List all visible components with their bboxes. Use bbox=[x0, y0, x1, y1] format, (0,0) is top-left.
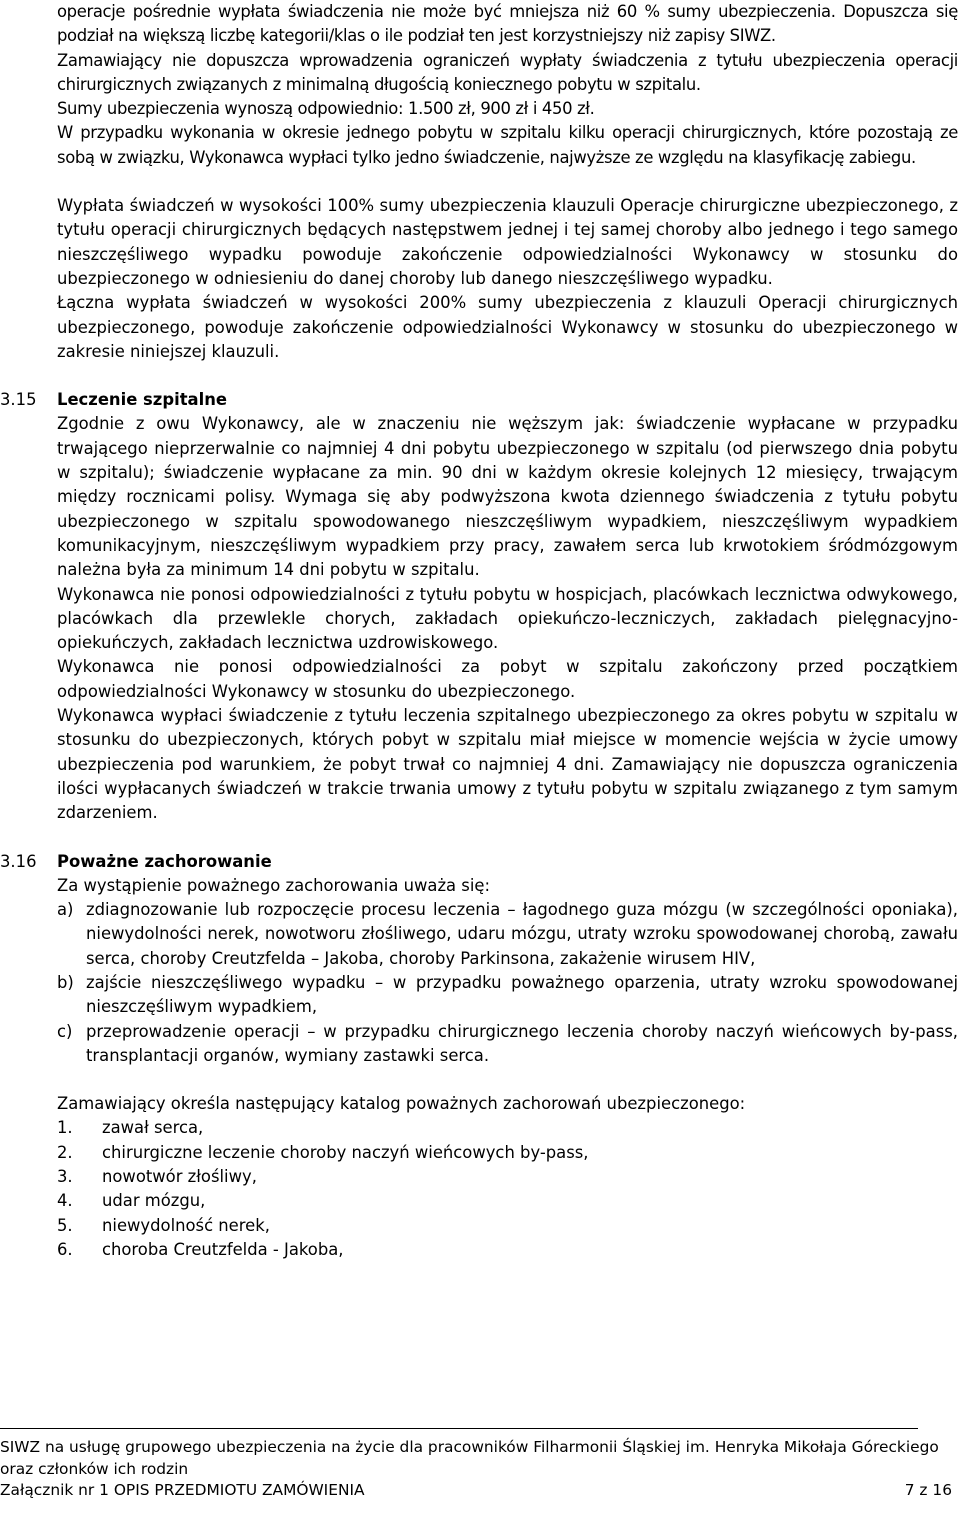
condition-list bbox=[57, 898, 958, 1068]
list-item bbox=[57, 1214, 958, 1238]
section-title: Poważne zachorowanie bbox=[57, 851, 272, 871]
list-item-text: nowotwór złośliwy, bbox=[102, 1167, 257, 1187]
list-marker: 5. bbox=[57, 1215, 73, 1235]
paragraph: operacje pośrednie wypłata świadczenia nie może być mniejsza niż 60 % sumy ubezpieczenia. Dopuszcza się podział na większą liczbę kategorii/klas o ile podział ten jest korzystniejszy niż zapisy SIWZ. bbox=[57, 2, 958, 46]
section-number: 3.16 bbox=[0, 851, 37, 871]
paragraph: Wykonawca nie ponosi odpowiedzialności za pobyt w szpitalu zakończony przed początkiem odpowiedzialności Wykonawcy w stosunku do ubezpieczonego. bbox=[57, 657, 958, 701]
list-item-text: choroba Creutzfelda - Jakoba, bbox=[102, 1239, 344, 1259]
list-item bbox=[57, 1165, 958, 1189]
paragraph: Wykonawca wypłaci świadczenie z tytułu leczenia szpitalnego ubezpieczonego za okres pobytu w szpitalu w stosunku do ubezpieczonych, których pobyt w szpitalu miał miejsce w momencie wejścia w życie umowy ubezpieczenia pod warunkiem, że pobyt trwał co najmniej 4 dni. Zamawiający nie dopuszcza ograniczenia ilości wypłacanych świadczeń w trakcie trwania umowy z tytułu pobytu w szpitalu związanego z tym samym zdarzeniem. bbox=[57, 706, 958, 823]
paragraph: Zamawiający określa następujący katalog poważnych zachorowań ubezpieczonego: bbox=[57, 1094, 746, 1114]
footer-attachment: Załącznik nr 1 OPIS PRZEDMIOTU ZAMÓWIENIA bbox=[0, 1481, 365, 1500]
list-item-text: niewydolność nerek, bbox=[102, 1215, 270, 1235]
paragraph: Łączna wypłata świadczeń w wysokości 200% sumy ubezpieczenia z klauzuli Operacji chirurgicznych ubezpieczonego, powoduje zakończenie odpowiedzialności Wykonawcy w stosunku do ubezpieczonego w zakresie niniejszej klauzuli. bbox=[57, 293, 958, 361]
spacer bbox=[57, 364, 958, 388]
list-item-text: zawał serca, bbox=[102, 1118, 204, 1138]
paragraph: Wypłata świadczeń w wysokości 100% sumy ubezpieczenia klauzuli Operacje chirurgiczne ubezpieczonego, z tytułu operacji chirurgicznych będących następstwem jednej i tej samej choroby albo jednego i tego samego nieszczęśliwego wypadku powoduje zakończenie odpowiedzialności Wykonawcy w stosunku do ubezpieczonego w odniesieniu do danej choroby lub danego nieszczęśliwego wypadku. bbox=[57, 196, 958, 288]
list-item bbox=[57, 971, 958, 1020]
paragraph: Sumy ubezpieczenia wynoszą odpowiednio: 1.500 zł, 900 zł i 450 zł. bbox=[57, 99, 595, 119]
paragraph: Za wystąpienie poważnego zachorowania uważa się: bbox=[57, 875, 490, 895]
paragraph: Zgodnie z owu Wykonawcy, ale w znaczeniu nie węższym jak: świadczenie wypłacane w przypadku trwającego nieprzerwalnie co najmniej 4 dni pobytu ubezpieczonego w szpitalu (od pierwszego dnia pobytu w szpitalu); świadczenie wypłacane za min. 90 dni w każdym okresie kolejnych 12 miesięcy, trwającym między rocznicami polisy. Wymaga się aby podwyższona kwota dziennego świadczenia z tytułu pobytu ubezpieczonego w szpitalu spowodowanego nieszczęśliwym wypadkiem, nieszczęśliwym wypadkiem komunikacyjnym, nieszczęśliwym wypadkiem przy pracy, zawałem serca lub krwotokiem śródmózgowym należna była za minimum 14 dni pobytu w szpitalu. bbox=[57, 414, 958, 580]
list-item bbox=[57, 1189, 958, 1213]
list-marker: b) bbox=[57, 972, 74, 992]
list-item bbox=[57, 1020, 958, 1069]
list-marker: c) bbox=[57, 1021, 73, 1041]
section-number: 3.15 bbox=[0, 390, 37, 410]
spacer bbox=[57, 826, 958, 850]
paragraph: Wykonawca nie ponosi odpowiedzialności z tytułu pobytu w hospicjach, placówkach lecznictwa odwykowego, placówkach dla przewlekle chorych, zakładach opiekuńczo-leczniczych, zakładach pielęgnacyjno-opiekuńczych, zakładach lecznictwa uzdrowiskowego. bbox=[57, 584, 958, 653]
page-footer bbox=[0, 1425, 960, 1502]
list-marker: 2. bbox=[57, 1142, 73, 1162]
list-marker: 1. bbox=[57, 1118, 73, 1138]
list-marker: a) bbox=[57, 900, 74, 920]
list-item bbox=[57, 898, 958, 971]
footer-row bbox=[0, 1480, 960, 1502]
section-heading bbox=[0, 850, 958, 874]
spacer bbox=[57, 170, 958, 194]
list-item-text: zajście nieszczęśliwego wypadku – w przypadku poważnego oparzenia, utraty wzroku spowodowanej nieszczęśliwym wypadkiem, bbox=[86, 972, 958, 1017]
list-item bbox=[57, 1141, 958, 1165]
list-marker: 6. bbox=[57, 1239, 73, 1259]
spacer bbox=[57, 1068, 958, 1092]
section-title: Leczenie szpitalne bbox=[57, 390, 227, 410]
list-item bbox=[57, 1116, 958, 1140]
list-marker: 3. bbox=[57, 1167, 73, 1187]
section-heading bbox=[0, 388, 958, 412]
catalog-list bbox=[57, 1116, 958, 1262]
footer-document-title: SIWZ na usługę grupowego ubezpieczenia na życie dla pracowników Filharmonii Śląskiej im. Henryka Mikołaja Góreckiego oraz członków ich rodzin bbox=[0, 1438, 939, 1478]
list-item-text: chirurgiczne leczenie choroby naczyń wieńcowych by-pass, bbox=[102, 1142, 589, 1162]
list-item bbox=[57, 1238, 958, 1262]
list-item-text: zdiagnozowanie lub rozpoczęcie procesu leczenia – łagodnego guza mózgu (w szczególności oponiaka), niewydolności nerek, nowotworu złośliwego, udaru mózgu, utraty wzroku spowodowanej chorobą, zawału serca, choroby Creutzfelda – Jakoba, choroby Parkinsona, zakażenie wirusem HIV, bbox=[86, 900, 958, 968]
list-marker: 4. bbox=[57, 1191, 73, 1211]
page-number: 7 z 16 bbox=[904, 1481, 952, 1500]
paragraph: W przypadku wykonania w okresie jednego pobytu w szpitalu kilku operacji chirurgicznych, które pozostają ze sobą w związku, Wykonawca wypłaci tylko jedno świadczenie, najwyższe ze względu na klasyfikację zabiegu. bbox=[57, 123, 958, 167]
paragraph: Zamawiający nie dopuszcza wprowadzenia ograniczeń wypłaty świadczenia z tytułu ubezpieczenia operacji chirurgicznych związanych z minimalną długością koniecznego pobytu w szpitalu. bbox=[57, 50, 958, 94]
list-item-text: przeprowadzenie operacji – w przypadku chirurgicznego leczenia choroby naczyń wieńcowych by-pass, transplantacji organów, wymiany zastawki serca. bbox=[86, 1021, 958, 1065]
list-item-text: udar mózgu, bbox=[102, 1191, 206, 1211]
